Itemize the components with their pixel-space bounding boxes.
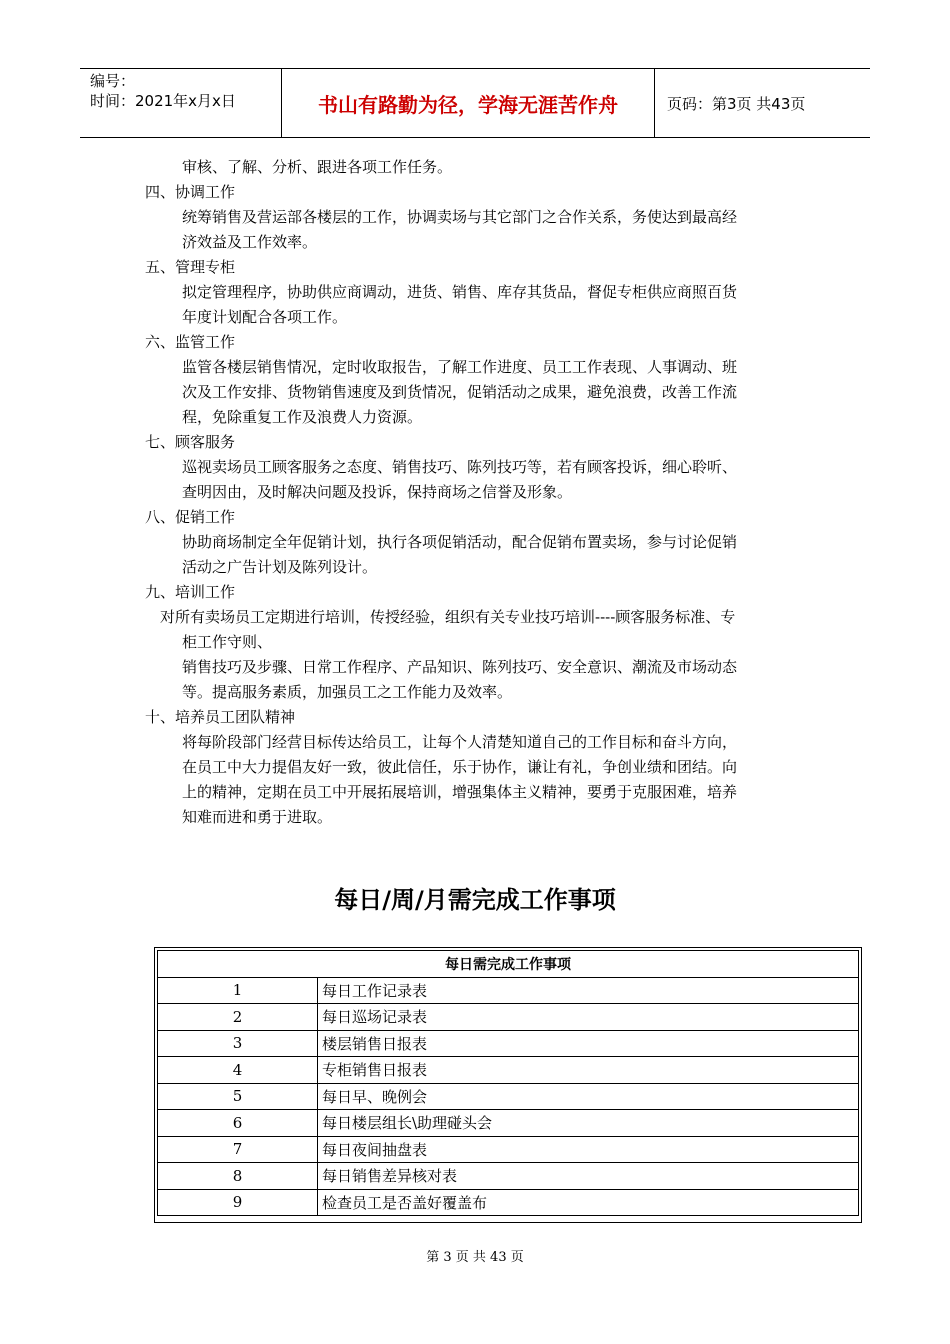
row-item: 检查员工是否盖好覆盖布: [318, 1189, 859, 1216]
row-number: 3: [158, 1030, 318, 1057]
paragraph-line: 协助商场制定全年促销计划，执行各项促销活动，配合促销布置卖场，参与讨论促销: [182, 533, 738, 551]
row-number: 6: [158, 1110, 318, 1137]
row-item: 每日楼层组长\助理碰头会: [318, 1110, 859, 1137]
table-row: [158, 1030, 859, 1057]
paragraph-line: 统筹销售及营运部各楼层的工作，协调卖场与其它部门之合作关系，务使达到最高经: [182, 208, 738, 226]
paragraph-line: 审核、了解、分析、跟进各项工作任务。: [182, 158, 453, 176]
paragraph-line: 次及工作安排、货物销售速度及到货情况，促销活动之成果，避免浪费，改善工作流: [182, 383, 738, 401]
header-meta: [80, 69, 282, 137]
section-heading: 七、顾客服务: [145, 433, 236, 451]
table-row: [158, 1136, 859, 1163]
paragraph-line: 上的精神，定期在员工中开展拓展培训，增强集体主义精神，要勇于克服困难，培养: [182, 783, 738, 801]
paragraph-line: 柜工作守则、: [182, 633, 273, 651]
paragraph-line: 年度计划配合各项工作。: [182, 308, 348, 326]
page-header: [80, 68, 870, 138]
row-item: 专柜销售日报表: [318, 1057, 859, 1084]
paragraph-line: 济效益及工作效率。: [182, 233, 318, 251]
paragraph-line: 等。提高服务素质，加强员工之工作能力及效率。: [182, 683, 513, 701]
table-row: [158, 1163, 859, 1190]
section-heading: 十、培养员工团队精神: [145, 708, 296, 726]
table-header-row: [158, 951, 859, 978]
daily-tasks-table: [154, 947, 862, 1223]
paragraph-line: 在员工中大力提倡友好一致，彼此信任，乐于协作，谦让有礼，争创业绩和团结。向: [182, 758, 738, 776]
table-row: [158, 977, 859, 1004]
time-label: 时间：2021年x月x日: [90, 92, 236, 110]
paragraph-line: 对所有卖场员工定期进行培训，传授经验，组织有关专业技巧培训----顾客服务标准、专: [160, 608, 736, 626]
row-number: 8: [158, 1163, 318, 1190]
paragraph-line: 拟定管理程序，协助供应商调动，进货、销售、库存其货品，督促专柜供应商照百货: [182, 283, 738, 301]
section-title: 每日/周/月需完成工作事项: [334, 886, 616, 914]
body-text: [145, 155, 810, 830]
row-number: 7: [158, 1136, 318, 1163]
page-footer: 第 3 页 共 43 页: [426, 1250, 524, 1265]
row-number: 9: [158, 1189, 318, 1216]
paragraph-line: 活动之广告计划及陈列设计。: [182, 558, 378, 576]
paragraph-line: 销售技巧及步骤、日常工作程序、产品知识、陈列技巧、安全意识、潮流及市场动态: [182, 658, 738, 676]
paragraph-line: 将每阶段部门经营目标传达给员工，让每个人清楚知道自己的工作目标和奋斗方向，: [182, 733, 738, 751]
row-item: 每日销售差异核对表: [318, 1163, 859, 1190]
paragraph-line: 知难而进和勇于进取。: [182, 808, 333, 826]
section-heading: 四、协调工作: [145, 183, 236, 201]
row-item: 楼层销售日报表: [318, 1030, 859, 1057]
table-row: [158, 1057, 859, 1084]
table-header: 每日需完成工作事项: [158, 951, 859, 978]
paragraph-line: 查明因由，及时解决问题及投诉，保持商场之信誉及形象。: [182, 483, 573, 501]
table-row: [158, 1189, 859, 1216]
row-item: 每日早、晚例会: [318, 1083, 859, 1110]
row-number: 1: [158, 977, 318, 1004]
paragraph-line: 程，免除重复工作及浪费人力资源。: [182, 408, 423, 426]
section-heading: 五、管理专柜: [145, 258, 236, 276]
paragraph-line: 巡视卖场员工顾客服务之态度、销售技巧、陈列技巧等，若有顾客投诉，细心聆听、: [182, 458, 738, 476]
header-page-info: 页码：第3页 共43页: [667, 94, 806, 113]
row-item: 每日工作记录表: [318, 977, 859, 1004]
row-item: 每日巡场记录表: [318, 1004, 859, 1031]
row-number: 2: [158, 1004, 318, 1031]
section-heading: 九、培训工作: [145, 583, 236, 601]
number-label: 编号：: [90, 72, 136, 90]
section-heading: 六、监管工作: [145, 333, 236, 351]
header-motto: 书山有路勤为径，学海无涯苦作舟: [282, 69, 655, 137]
row-number: 5: [158, 1083, 318, 1110]
table-row: [158, 1004, 859, 1031]
table-row: [158, 1083, 859, 1110]
row-number: 4: [158, 1057, 318, 1084]
section-heading: 八、促销工作: [145, 508, 236, 526]
table-row: [158, 1110, 859, 1137]
row-item: 每日夜间抽盘表: [318, 1136, 859, 1163]
paragraph-line: 监管各楼层销售情况，定时收取报告，了解工作进度、员工工作表现、人事调动、班: [182, 358, 738, 376]
